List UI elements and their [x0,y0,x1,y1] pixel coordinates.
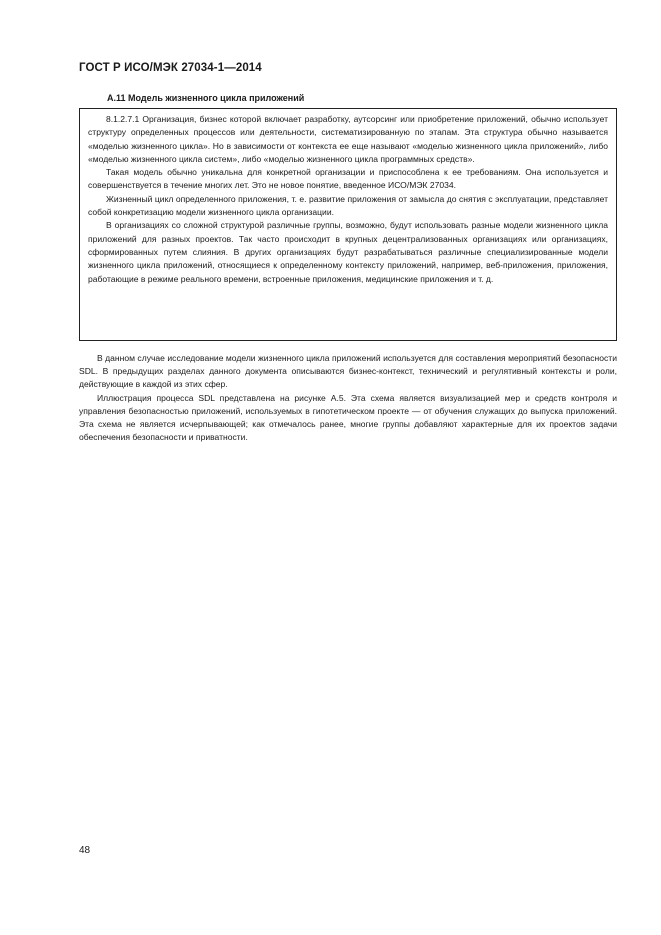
quote-paragraph: В организациях со сложной структурой различные группы, возможно, будут использовать разные модели жизненного цикла приложений для разных проектов. Так часто происходит в крупных децентрализованных организациях или организациях, сформированных путем слияния. В других организациях будут разрабатываться различные специализированные модели жизненного цикла приложений, относящиеся к определенному контексту приложений, например, веб-приложения, приложения, работающие в режиме реального времени, встроенные приложения, медицинские приложения и т. д. [88,220,608,284]
quote-paragraph: 8.1.2.7.1 Организация, бизнес которой включает разработку, аутсорсинг или приобретение приложений, обычно использует структуру определенных процессов или деятельности, систематизированную по этапам. Эта структура обычно называется «моделью жизненного цикла». Но в зависимости от контекста ее еще называют «моделью жизненного цикла приложений», либо «моделью жизненного цикла систем», либо «моделью жизненного цикла программных средств». [88,114,608,164]
quote-paragraph: Жизненный цикл определенного приложения, т. е. развитие приложения от замысла до снятия с эксплуатации, представляет собой конкретизацию модели жизненного цикла организации. [88,193,608,218]
section-title: А.11 Модель жизненного цикла приложений [107,93,305,103]
document-header: ГОСТ Р ИСО/МЭК 27034-1—2014 [79,62,262,74]
body-paragraph: Иллюстрация процесса SDL представлена на рисунке А.5. Эта схема является визуализацией мер и средств контроля и управления безопасностью приложений, используемых в гипотетическом проекте — от обучения служащих до выпуска приложений. Эта схема не является исчерпывающей; как отмечалось ранее, многие группы добавляют характерные для их проектов задачи обеспечения безопасности и приватности. [79,392,617,443]
page-number: 48 [79,845,91,856]
body-paragraph: В данном случае исследование модели жизненного цикла приложений используется для составления мероприятий безопасности SDL. В предыдущих разделах данного документа описываются бизнес-контекст, технический и регулятивный контексты и роли, действующие в каждой из этих сфер. [79,353,617,390]
quote-paragraph: Такая модель обычно уникальна для конкретной организации и приспособлена к ее требованиям. Она используется и совершенствуется в течение многих лет. Это не новое понятие, введенное ИСО/МЭК 27034. [88,167,608,191]
quoted-excerpt-box [79,108,617,341]
body-text [79,352,617,444]
